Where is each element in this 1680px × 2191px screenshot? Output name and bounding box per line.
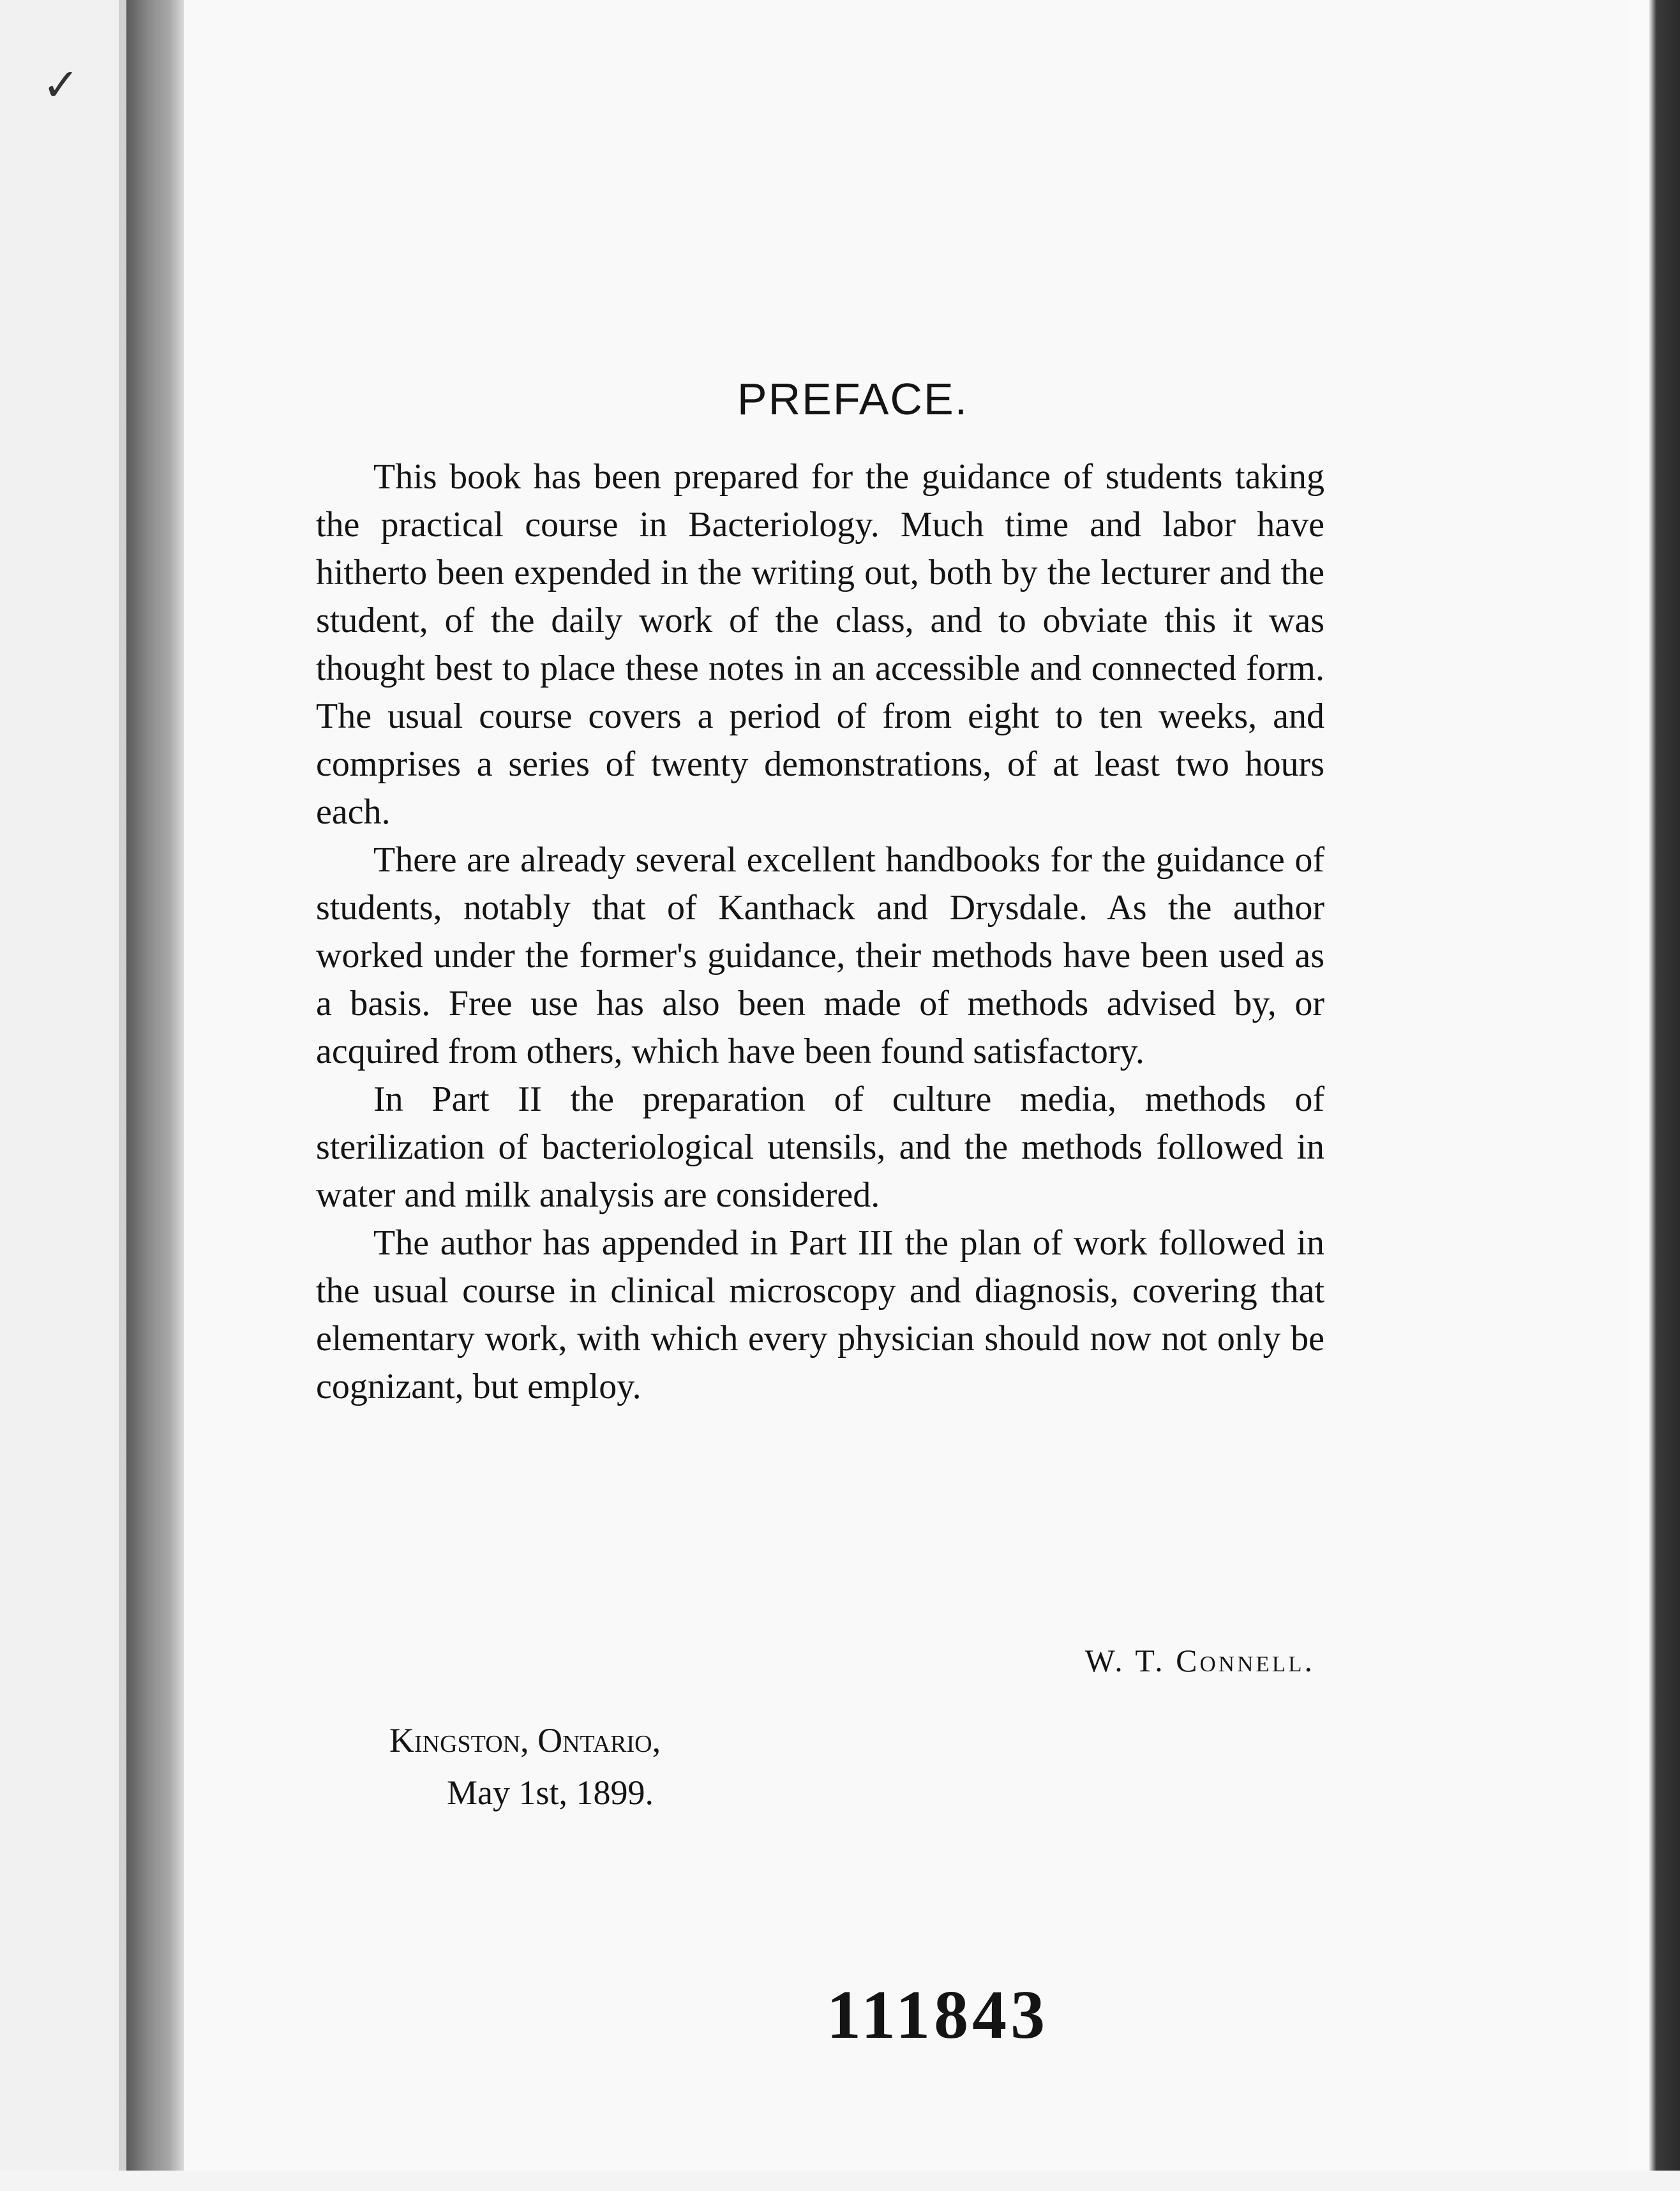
place-and-date	[389, 1714, 661, 1819]
check-mark-icon: ✓	[42, 59, 80, 111]
facing-page-border	[119, 0, 126, 2191]
paragraph-3: In Part II the preparation of culture media, methods of sterilization of bacteriological utensils, and the methods followed in water and milk analysis are considered.	[316, 1080, 1324, 1215]
page-title: PREFACE.	[737, 374, 969, 424]
author-signature: W. T. Connell.	[1084, 1643, 1315, 1678]
book-gutter	[126, 0, 184, 2191]
place-line: Kingston, Ontario,	[389, 1721, 661, 1759]
facing-page-edge	[0, 0, 126, 2191]
accession-number: 111843	[827, 1977, 1049, 2053]
paragraph-2: There are already several excellent handbooks for the guidance of students, notably that of Kanthack and Drysdale. As the author worked under the former's guidance, their methods have been used as a basis. Free use has also been made of methods advised by, or acquired from others, which have been found satisfactory.	[316, 840, 1324, 1071]
page-bottom-edge	[0, 2171, 1680, 2191]
date-line: May 1st, 1899.	[447, 1773, 654, 1812]
page-right-edge	[1628, 0, 1680, 2191]
paragraph-4: The author has appended in Part III the plan of work followed in the usual course in clinical microscopy and diagnosis, covering that elementary work, with which every physician should now not only be cognizant, but employ.	[316, 1223, 1324, 1406]
preface-body	[316, 453, 1324, 1411]
paragraph-1: This book has been prepared for the guidance of students taking the practical course in Bacteriology. Much time and labor have hitherto been expended in the writing out, both by the lecturer and the student, of the daily work of the class, and to obviate this it was thought best to place these notes in an accessible and connected form. The usual course covers a period of from eight to ten weeks, and comprises a series of twenty demonstrations, of at least two hours each.	[316, 457, 1324, 832]
